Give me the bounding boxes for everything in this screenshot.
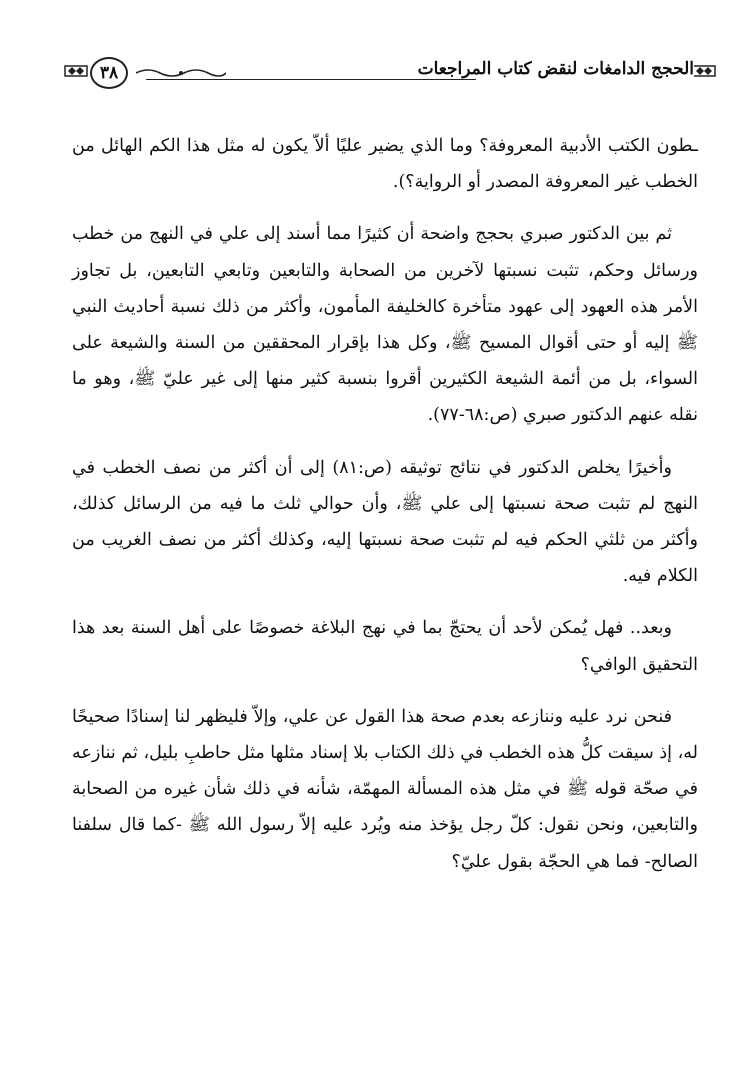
page-number: ٣٨ (90, 57, 128, 89)
ornament-icon (64, 63, 88, 79)
paragraph: وبعد.. فهل يُمكن لأحد أن يحتجّ بما في نهج البلاغة خصوصًا على أهل السنة بعد هذا التحقيق الوافي؟ (72, 618, 698, 675)
paragraph: ثم بين الدكتور صبري بحجج واضحة أن كثيرًا مما أسند إلى علي في النهج من خطب ورسائل وحكم، تثبت نسبتها لآخرين من الصحابة والتابعين وتابعي التابعين، بل تجاوز الأمر هذه العهود إلى عهود متأخرة كالخليفة المأمون، وأكثر من ذلك نسبة أحاديث النبي ﷺ إليه أو حتى أقوال المسيح ﷺ، وكل هذا بإقرار المحققين من السنة والشيعة على السواء، بل من أئمة الشيعة الكثيرين أقروا بنسبة كثير منها إلى غير عليّ ﷺ، وهو ما نقله عنهم الدكتور صبري (ص:٦٨-٧٧). (72, 224, 698, 426)
paragraph: وأخيرًا يخلص الدكتور في نتائج توثيقه (ص:٨١) إلى أن أكثر من نصف الخطب في النهج لم تثبت صحة نسبتها إلى علي ﷺ، وأن حوالي ثلث ما فيه من الرسائل كذلك، وأكثر من ثلثي الحكم فيه لم تثبت صحة نسبتها إليه، وكذلك أكثر من نصف الغريب من الكلام فيه. (72, 457, 698, 587)
ornament-icon (692, 63, 716, 79)
body-text (72, 128, 698, 896)
header-rule (146, 79, 476, 80)
paragraph: فنحن نرد عليه وننازعه بعدم صحة هذا القول عن علي، وإلاّ فليظهر لنا إسنادًا صحيحًا له، إذ سيقت كلُّ هذه الخطب في ذلك الكتاب بلا إسناد مثلها مثل حاطبِ بليل، ثم ننازعه في صحّة قوله ﷺ في مثل هذه المسألة المهمّة، شأنه في ذلك شأن غيره من الصحابة والتابعين، ونحن نقول: كلّ رجل يؤخذ منه ويُرد عليه إلاّ رسول الله ﷺ -كما قال سلفنا الصالح- فما هي الحجّة بقول عليّ؟ (72, 706, 698, 872)
paragraph: ـطون الكتب الأدبية المعروفة؟ وما الذي يضير عليًا ألاّ يكون له مثل هذا الكم الهائل من الخطب غير المعروفة المصدر أو الرواية؟). (72, 136, 698, 193)
running-header (64, 56, 694, 96)
header-title: الحجج الدامغات لنقض كتاب المراجعات (412, 59, 694, 79)
flourish-icon (136, 66, 226, 78)
